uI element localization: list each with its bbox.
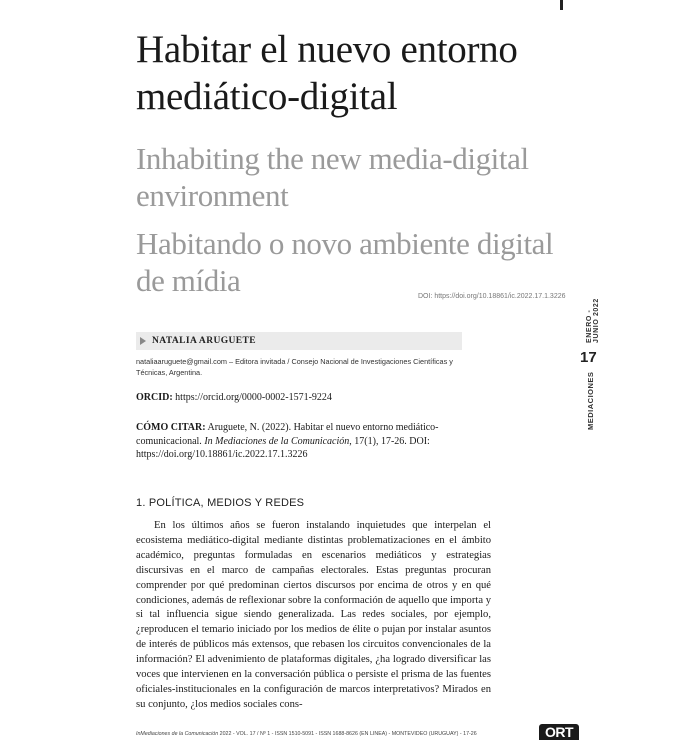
side-date-label: ENERO - JUNIO 2022 — [586, 298, 600, 343]
author-bar — [136, 332, 462, 350]
author-affiliation: nataliaaruguete@gmail.com – Editora invitada / Consejo Nacional de Investigaciones Científicas y Técnicas, Argentina. — [136, 357, 453, 377]
footer-citation — [136, 731, 496, 737]
article-title: Habitar el nuevo entorno mediático-digital — [136, 28, 518, 118]
subtitle-english: Inhabiting the new media-digital environment — [136, 141, 529, 213]
author-name: NATALIA ARUGUETE — [152, 336, 256, 346]
orcid-link[interactable]: https://orcid.org/0000-0002-1571-9224 — [172, 392, 332, 403]
how-to-cite — [136, 421, 496, 462]
cite-journal: In Mediaciones de la Comunicación — [204, 435, 350, 447]
side-brand-label: MEDIACIONES — [586, 371, 595, 430]
cite-text-start: Aruguete, N. (2022). Habitar el nuevo entorno mediático-comunicacional. — [136, 422, 439, 447]
cite-label: CÓMO CITAR: — [136, 422, 206, 433]
side-page-number: 17 — [580, 349, 597, 366]
ort-logo: ORT — [539, 724, 579, 740]
body-paragraph: En los últimos años se fueron instalando inquietudes que interpelan el ecosistema mediático-digital mediante distintas problematizaciones en el ámbito académico, preguntas formuladas en escenarios mediáticos y estrategias discursivas en el marco de campañas electorales. Estas preguntas procuran comprender por qué predominan ciertos discursos por encima de otros y en qué condiciones, además de reflexionar sobre la conformación de aquello que importa y si tal influencia sigue siendo generalizada. Las redes sociales, por ejemplo, ¿reproducen el temario iniciado por los medios de élite o pujan por instalar asuntos de interés de públicos más extensos, que rebasen los circuitos convencionales de la información? El advenimiento de plataformas digitales, ¿ha logrado diversificar las voces que intervienen en la conversación pública o persiste el prisma de las fuentes oficiales-institucionales en la configuración de marcos interpretativos? Mirados en su conjunto, ¿los medios sociales cons- — [136, 520, 491, 710]
orcid-line — [136, 392, 332, 403]
orcid-label: ORCID: — [136, 392, 173, 403]
triangle-right-icon — [140, 337, 146, 345]
top-rule — [560, 0, 563, 10]
footer-journal: InMediaciones de la Comunicación — [136, 731, 219, 737]
section-heading: 1. POLÍTICA, MEDIOS Y REDES — [136, 497, 305, 509]
cite-text-end: , 17(1), 17-26. DOI: https://doi.org/10.18861/ic.2022.17.1.3226 — [136, 435, 430, 460]
subtitle-portuguese: Habitando o novo ambiente digital de mídia — [136, 226, 554, 298]
doi-link[interactable]: DOI: https://doi.org/10.18861/ic.2022.17.1.3226 — [418, 293, 566, 300]
footer-text: 2022 - VOL. 17 / Nº 1 - ISSN 1510-5091 - ISSN 1688-8626 (EN LÍNEA) - MONTEVIDEO (URUGUAY) - 17-26 — [218, 731, 477, 737]
